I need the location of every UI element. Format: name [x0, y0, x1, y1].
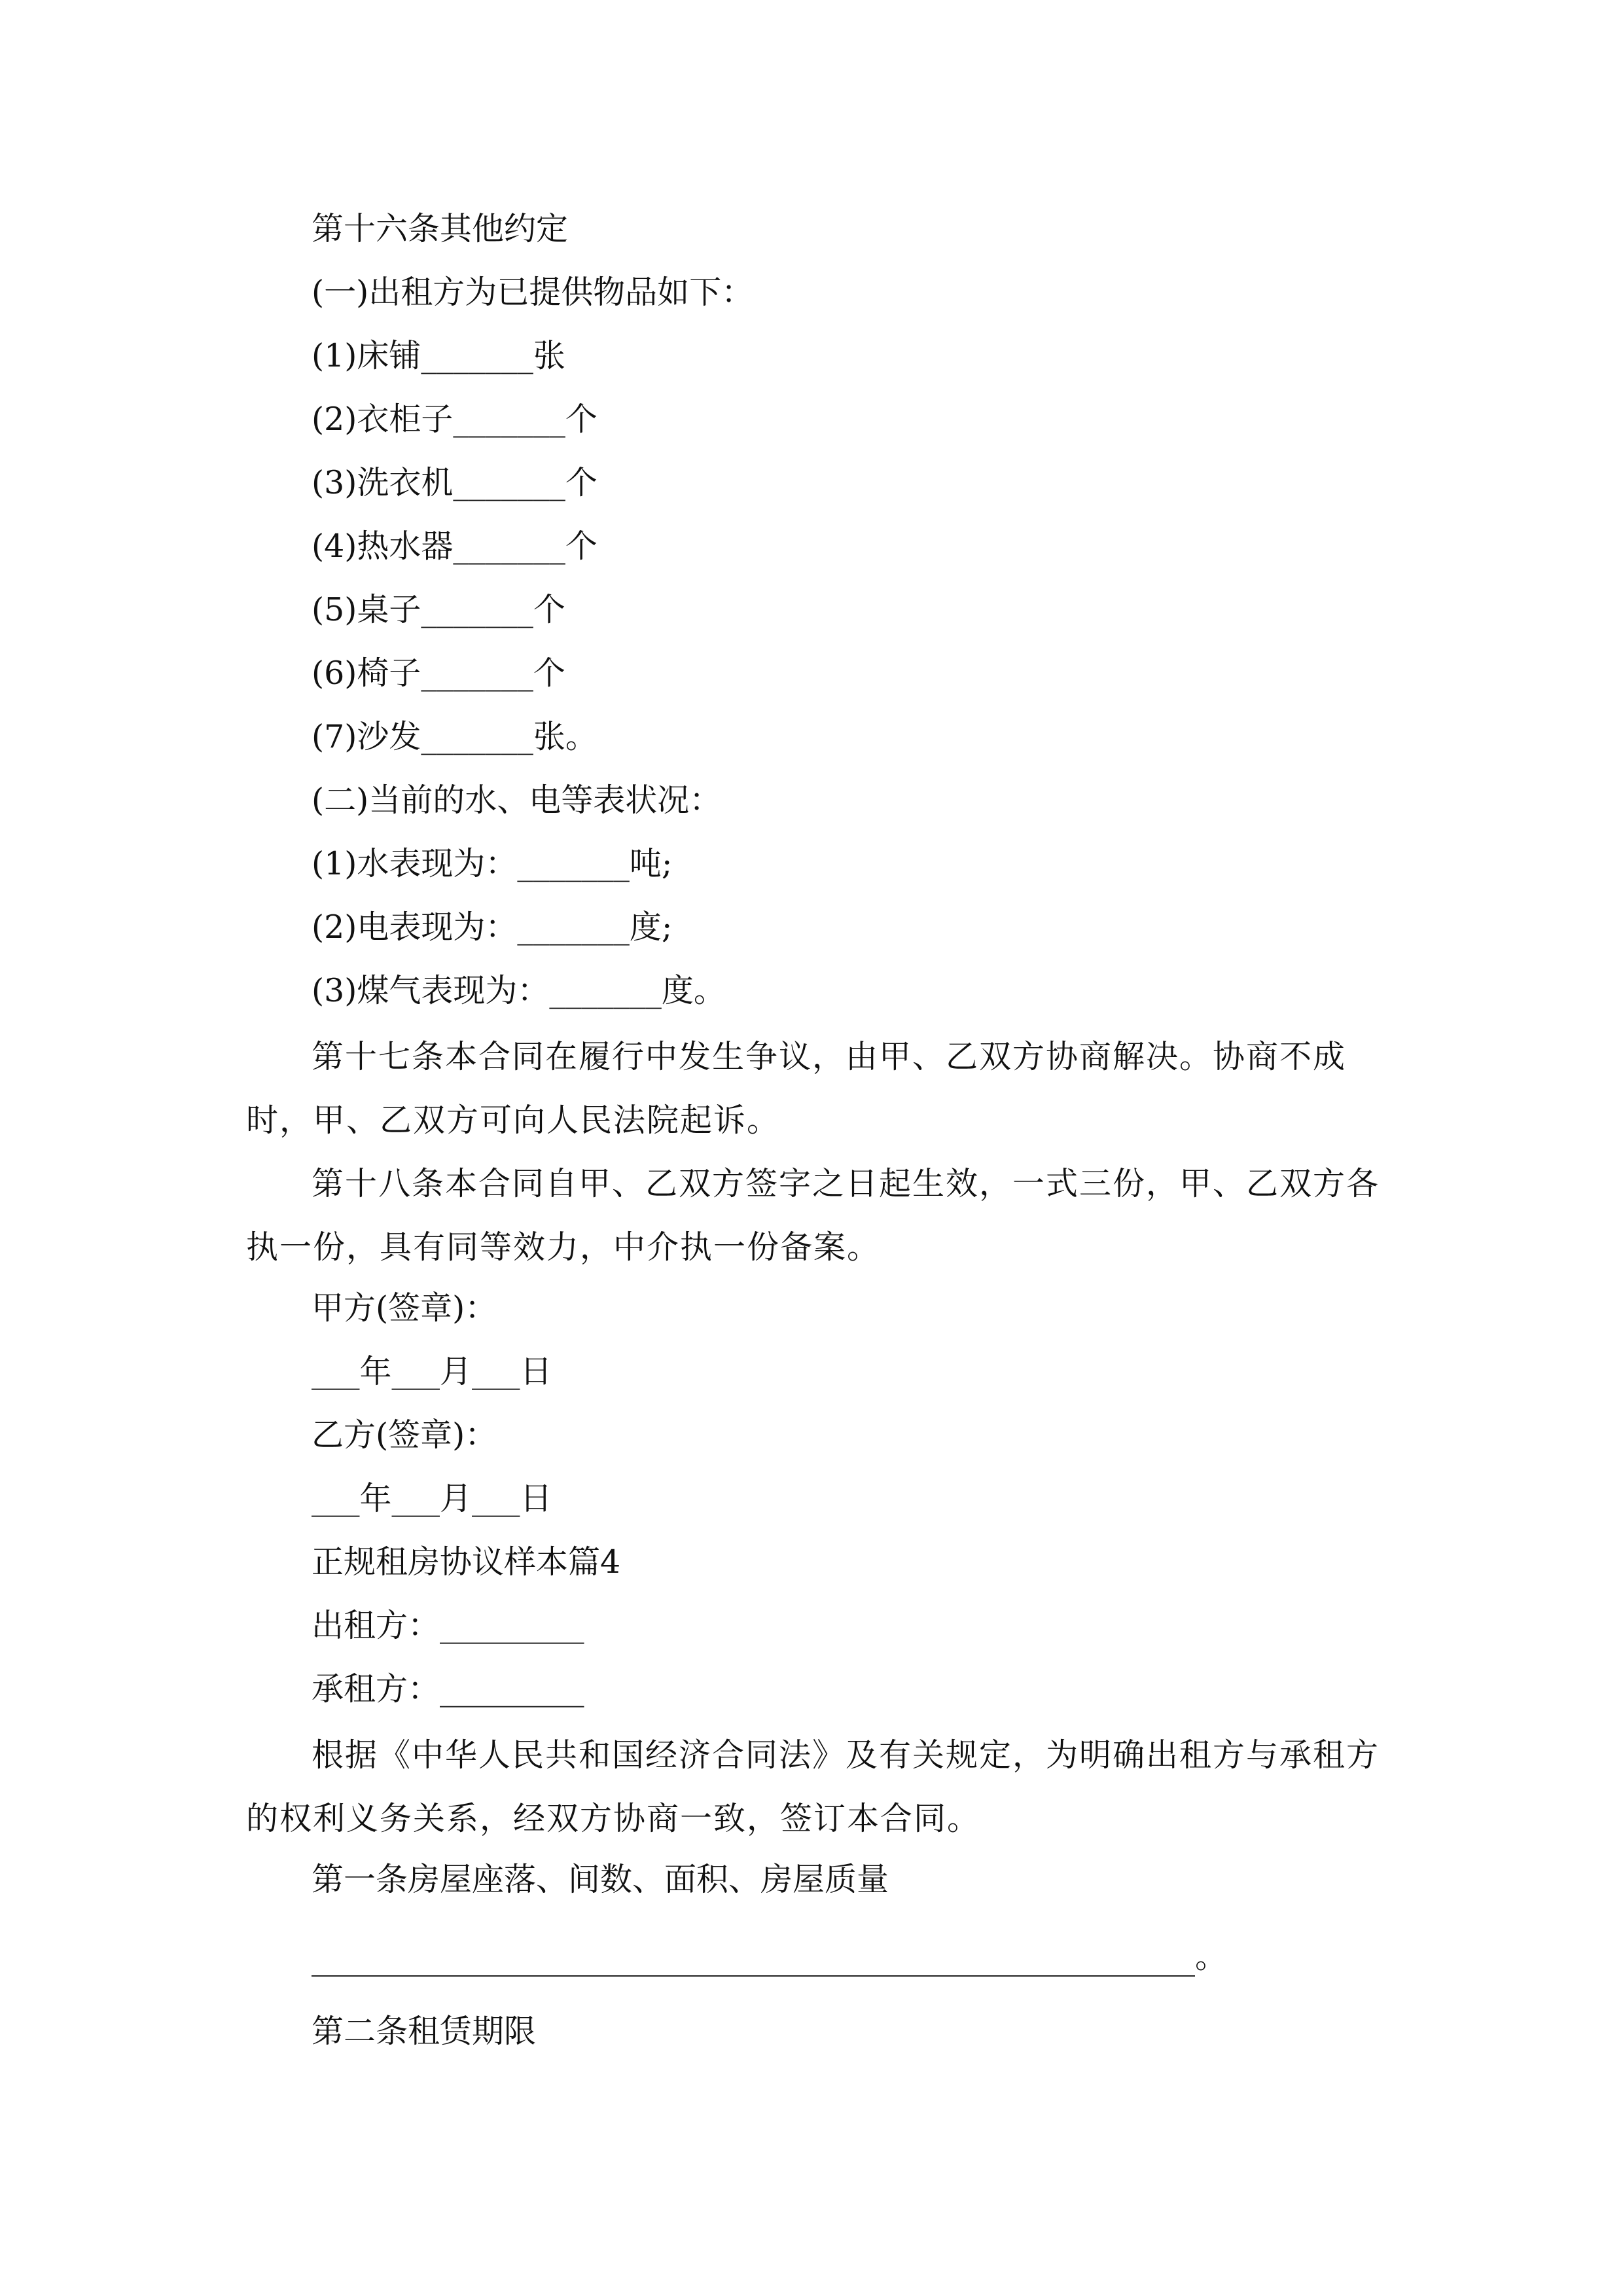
item-wardrobe: (2)衣柜子_______个 — [312, 401, 597, 438]
article-17: 第十七条本合同在履行中发生争议，由甲、乙双方协商解决。协商不成时，甲、乙双方可向人民法院起诉。 — [246, 1038, 1347, 1139]
article-16-title: 第十六条其他约定 — [312, 210, 569, 247]
item-table: (5)桌子_______个 — [312, 591, 565, 628]
section-4-title: 正规租房协议样本篇4 — [312, 1543, 621, 1581]
item-water-heater: (4)热水器_______个 — [312, 528, 597, 565]
article-1-title: 第一条房屋座落、间数、面积、房屋质量 — [312, 1861, 889, 1898]
lessee-line: 承租方：_________ — [312, 1670, 584, 1708]
party-a-date: ___年___月___日 — [312, 1353, 552, 1390]
item-bed: (1)床铺_______张 — [312, 337, 565, 374]
item-chair: (6)椅子_______个 — [312, 655, 565, 692]
party-b-signature: 乙方(签章)： — [312, 1416, 497, 1454]
item-washing-machine: (3)洗衣机_______个 — [312, 464, 597, 501]
party-b-date: ___年___月___日 — [312, 1480, 552, 1517]
item-sofa: (7)沙发_______张。 — [312, 718, 597, 755]
article-1-blank-line — [312, 1946, 1195, 1977]
lessor-line: 出租方：_________ — [312, 1607, 584, 1644]
provided-items-heading: (一)出租方为已提供物品如下： — [312, 274, 754, 311]
article-18: 第十八条本合同自甲、乙双方签字之日起生效，一式三份，甲、乙双方各执一份，具有同等效力，中介执一份备案。 — [246, 1165, 1380, 1266]
party-a-signature: 甲方(签章)： — [312, 1289, 497, 1327]
meter-gas: (3)煤气表现为：_______度。 — [312, 972, 726, 1009]
meter-water: (1)水表现为：_______吨; — [312, 845, 673, 882]
article-1-blank-end: 。 — [1195, 1938, 1228, 1975]
meter-electric: (2)电表现为：_______度; — [312, 908, 673, 946]
article-2-title: 第二条租赁期限 — [312, 2013, 537, 2050]
preamble: 根据《中华人民共和国经济合同法》及有关规定，为明确出租方与承租方的权利义务关系，经双方协商一致，签订本合同。 — [246, 1736, 1380, 1837]
article-1-blank-row — [312, 1937, 1227, 1977]
meters-heading: (二)当前的水、电等表状况： — [312, 781, 722, 819]
